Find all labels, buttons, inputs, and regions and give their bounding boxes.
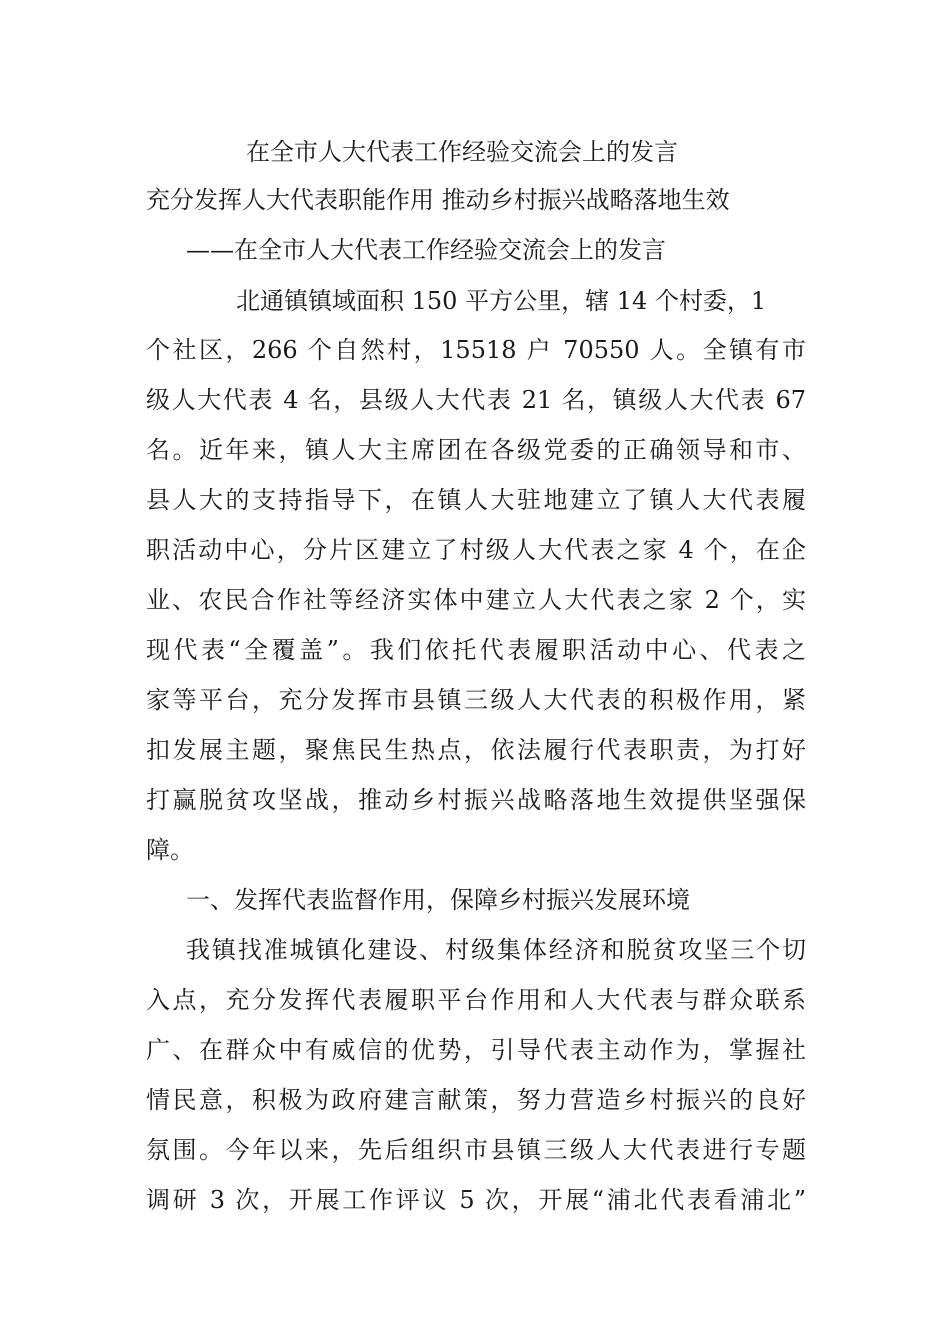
document-byline: ——在全市人大代表工作经验交流会上的发言 bbox=[186, 236, 666, 264]
paragraph-line: 入点，充分发挥代表履职平台作用和人大代表与群众联系 bbox=[146, 986, 806, 1014]
paragraph-line: 北通镇镇域面积 150 平方公里，辖 14 个村委，1 bbox=[236, 287, 767, 315]
paragraph-line: 情民意，积极为政府建言献策，努力营造乡村振兴的良好 bbox=[146, 1086, 806, 1114]
paragraph-line: 现代表“全覆盖”。我们依托代表履职活动中心、代表之 bbox=[146, 636, 806, 664]
paragraph-line: 氛围。今年以来，先后组织市县镇三级人大代表进行专题 bbox=[146, 1136, 806, 1164]
paragraph-line: 扣发展主题，聚焦民生热点，依法履行代表职责，为打好 bbox=[146, 736, 806, 764]
paragraph-line: 调研 3 次，开展工作评议 5 次，开展“浦北代表看浦北” bbox=[146, 1186, 806, 1214]
paragraph-line: 障。 bbox=[146, 836, 194, 864]
paragraph-line: 级人大代表 4 名，县级人大代表 21 名，镇级人大代表 67 bbox=[146, 386, 806, 414]
paragraph-line: 县人大的支持指导下，在镇人大驻地建立了镇人大代表履 bbox=[146, 486, 806, 514]
paragraph-line: 打赢脱贫攻坚战，推动乡村振兴战略落地生效提供坚强保 bbox=[146, 786, 806, 814]
document-subtitle: 充分发挥人大代表职能作用 推动乡村振兴战略落地生效 bbox=[146, 186, 730, 214]
section-heading: 一、发挥代表监督作用，保障乡村振兴发展环境 bbox=[186, 886, 690, 914]
paragraph-line: 个社区，266 个自然村，15518 户 70550 人。全镇有市 bbox=[146, 336, 806, 364]
paragraph-line: 业、农民合作社等经济实体中建立人大代表之家 2 个，实 bbox=[146, 586, 806, 614]
paragraph-line: 家等平台，充分发挥市县镇三级人大代表的积极作用，紧 bbox=[146, 686, 806, 714]
paragraph-line: 职活动中心，分片区建立了村级人大代表之家 4 个，在企 bbox=[146, 536, 806, 564]
paragraph-line: 名。近年来，镇人大主席团在各级党委的正确领导和市、 bbox=[146, 436, 806, 464]
paragraph-line: 广、在群众中有威信的优势，引导代表主动作为，掌握社 bbox=[146, 1036, 806, 1064]
paragraph-line: 我镇找准城镇化建设、村级集体经济和脱贫攻坚三个切 bbox=[186, 936, 806, 964]
document-title: 在全市人大代表工作经验交流会上的发言 bbox=[246, 138, 678, 166]
